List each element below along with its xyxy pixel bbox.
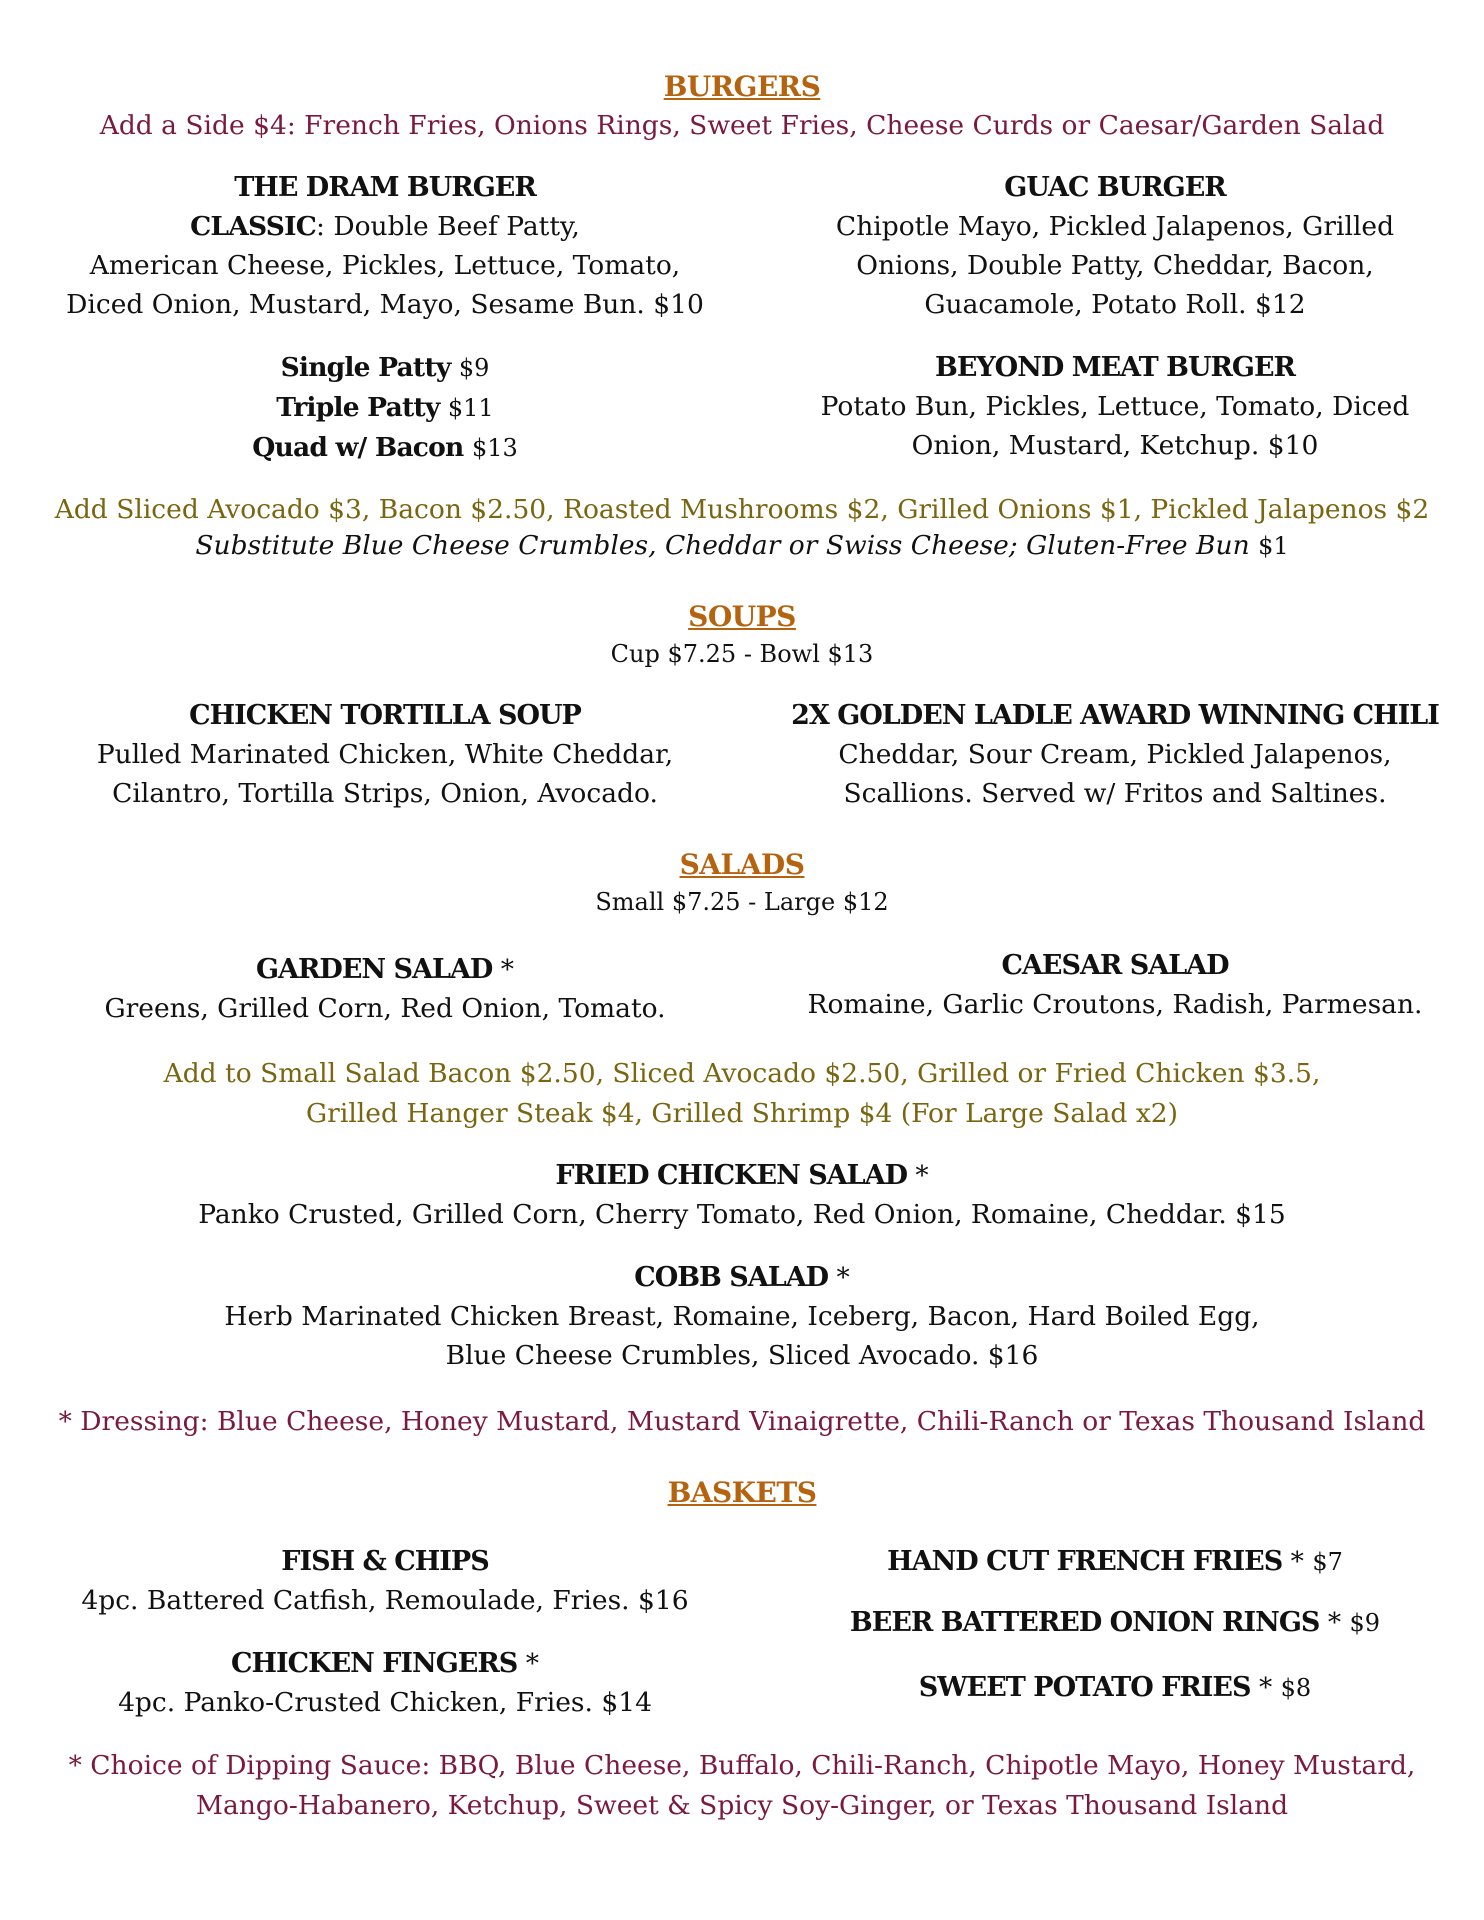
- fish-chips-item: [60, 1542, 710, 1620]
- dram-line1: : Double Beef Patty,: [316, 211, 580, 242]
- chili-title: 2X GOLDEN LADLE AWARD WINNING CHILI: [791, 700, 1439, 731]
- beyond-burger-item: [790, 348, 1440, 465]
- garden-salad-item: GARDEN SALAD * Greens, Grilled Corn, Red Onion, Tomato.: [60, 950, 710, 1028]
- fish-line1: 4pc. Battered Catfish, Remoulade, Fries. $16: [81, 1585, 689, 1616]
- guac-line2: Onions, Double Patty, Cheddar, Bacon,: [856, 250, 1374, 281]
- dipping-sauce-note: * Choice of Dipping Sauce: BBQ, Blue Cheese, Buffalo, Chili-Ranch, Chipotle Mayo, Honey Mustard, Mango-Habanero, Ketchup, Sweet & Spicy Soy-Ginger, or Texas Thousand Island: [68, 1750, 1416, 1821]
- cobb-line2: Blue Cheese Crumbles, Sliced Avocado. $16: [445, 1340, 1039, 1371]
- guac-line3: Guacamole, Potato Roll. $12: [924, 289, 1306, 320]
- soup-sizes: Cup $7.25 - Bowl $13: [610, 640, 874, 668]
- dressing-note: * Dressing: Blue Cheese, Honey Mustard, Mustard Vinaigrette, Chili-Ranch or Texas Thousand Island: [58, 1406, 1426, 1437]
- dram-line2: American Cheese, Pickles, Lettuce, Tomato,: [89, 250, 681, 281]
- cobb-line1: Herb Marinated Chicken Breast, Romaine, Iceberg, Bacon, Hard Boiled Egg,: [224, 1301, 1260, 1332]
- beyond-burger-title: BEYOND MEAT BURGER: [935, 352, 1295, 383]
- french-fries-item: HAND CUT FRENCH FRIES * $7: [887, 1546, 1343, 1577]
- guac-line1: Chipotle Mayo, Pickled Jalapenos, Grilled: [835, 211, 1395, 242]
- garden-line1: Greens, Grilled Corn, Red Onion, Tomato.: [104, 993, 666, 1024]
- caesar-line1: Romaine, Garlic Croutons, Radish, Parmesan.: [807, 989, 1423, 1020]
- fish-chips-title: FISH & CHIPS: [281, 1546, 489, 1577]
- fried-chicken-salad-title: FRIED CHICKEN SALAD: [555, 1160, 907, 1191]
- fingers-line1: 4pc. Panko-Crusted Chicken, Fries. $14: [118, 1687, 652, 1718]
- cobb-salad-item: COBB SALAD * Herb Marinated Chicken Breast, Romaine, Iceberg, Bacon, Hard Boiled Egg, Blue Cheese Crumbles, Sliced Avocado. $16: [40, 1258, 1444, 1375]
- beyond-line2: Onion, Mustard, Ketchup. $10: [911, 430, 1319, 461]
- tortilla-line1: Pulled Marinated Chicken, White Cheddar,: [96, 739, 674, 770]
- burgers-section-heading: BURGERS: [663, 70, 821, 103]
- salads-section-heading: SALADS: [679, 848, 805, 881]
- burger-addons: Add Sliced Avocado $3, Bacon $2.50, Roasted Mushrooms $2, Grilled Onions $1, Pickled Jalapenos $2: [54, 494, 1430, 525]
- patty-option: Quad w/ Bacon $13: [252, 432, 518, 463]
- chili-line1: Cheddar, Sour Cream, Pickled Jalapenos,: [838, 739, 1392, 770]
- fried-line1: Panko Crusted, Grilled Corn, Cherry Tomato, Red Onion, Romaine, Cheddar. $15: [198, 1199, 1286, 1230]
- tortilla-soup-title: CHICKEN TORTILLA SOUP: [189, 700, 581, 731]
- patty-option: Single Patty $9: [280, 352, 490, 383]
- beyond-line1: Potato Bun, Pickles, Lettuce, Tomato, Diced: [820, 391, 1410, 422]
- chicken-fingers-title: CHICKEN FINGERS: [231, 1648, 518, 1679]
- chicken-fingers-item: CHICKEN FINGERS * 4pc. Panko-Crusted Chicken, Fries. $14: [60, 1644, 710, 1722]
- onion-rings-item: BEER BATTERED ONION RINGS * $9: [849, 1607, 1381, 1638]
- soups-section-heading: SOUPS: [688, 600, 796, 633]
- garden-salad-title: GARDEN SALAD: [255, 954, 493, 985]
- burgers-side-note: Add a Side $4: French Fries, Onions Rings, Sweet Fries, Cheese Curds or Caesar/Garden Salad: [99, 110, 1385, 141]
- caesar-salad-item: [790, 946, 1440, 1024]
- baskets-section-heading: BASKETS: [667, 1476, 817, 1509]
- chili-line2: Scallions. Served w/ Fritos and Saltines.: [843, 778, 1387, 809]
- tortilla-line2: Cilantro, Tortilla Strips, Onion, Avocado.: [112, 778, 658, 809]
- chili-item: [790, 696, 1440, 813]
- guac-burger-title: GUAC BURGER: [1004, 172, 1226, 203]
- burger-substitute: Substitute Blue Cheese Crumbles, Cheddar or Swiss Cheese; Gluten-Free Bun $1: [195, 530, 1289, 561]
- dram-line3: Diced Onion, Mustard, Mayo, Sesame Bun. $10: [66, 289, 704, 320]
- sweet-potato-fries-item: SWEET POTATO FRIES * $8: [918, 1672, 1312, 1703]
- salad-sizes: Small $7.25 - Large $12: [595, 888, 889, 916]
- tortilla-soup-item: [60, 696, 710, 813]
- dram-burger-title: THE DRAM BURGER: [234, 172, 536, 203]
- dram-classic-label: CLASSIC: [190, 211, 316, 242]
- patty-options: [60, 348, 710, 468]
- dram-burger-item: [60, 168, 710, 324]
- salad-addons: Add to Small Salad Bacon $2.50, Sliced Avocado $2.50, Grilled or Fried Chicken $3.5, Grilled Hanger Steak $4, Grilled Shrimp $4 (For Large Salad x2): [163, 1058, 1321, 1129]
- guac-burger-item: [790, 168, 1440, 324]
- patty-option: Triple Patty $11: [276, 392, 494, 423]
- caesar-salad-title: CAESAR SALAD: [1001, 950, 1229, 981]
- cobb-salad-title: COBB SALAD: [634, 1262, 829, 1293]
- fried-chicken-salad-item: FRIED CHICKEN SALAD * Panko Crusted, Grilled Corn, Cherry Tomato, Red Onion, Romaine, Cheddar. $15: [40, 1156, 1444, 1234]
